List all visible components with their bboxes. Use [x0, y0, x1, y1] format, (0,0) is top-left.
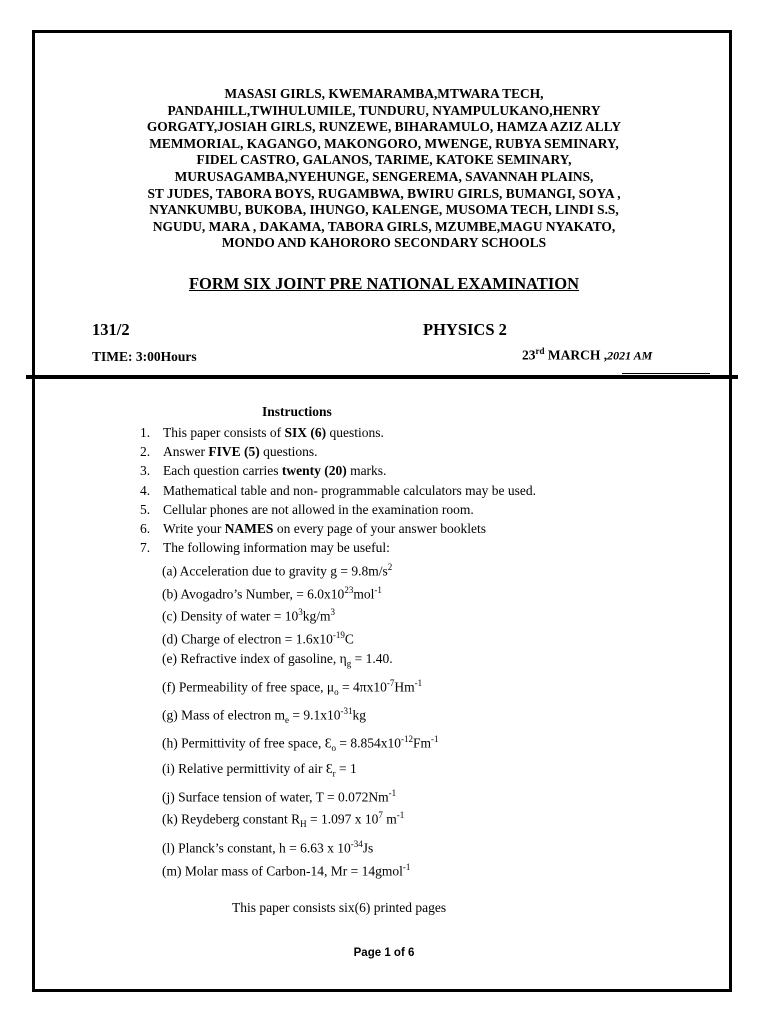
instruction-text: Each question carries — [163, 463, 282, 479]
constant-label: (c) — [162, 608, 177, 624]
constant-sup: 23 — [344, 584, 354, 595]
exam-time: TIME: 3:00Hours — [92, 349, 197, 364]
constant-item — [162, 730, 438, 758]
constant-text: Mass of electron m — [177, 707, 285, 723]
instruction-item — [140, 481, 536, 500]
constant-label: (k) — [162, 811, 178, 827]
constant-text: C — [344, 631, 354, 647]
instruction-bold: SIX (6) — [284, 425, 327, 440]
constant-item — [162, 626, 438, 649]
constant-text: = 1.40. — [351, 650, 393, 666]
constant-label: (l) — [162, 840, 175, 856]
constant-item — [162, 835, 438, 858]
constant-sup: -1 — [402, 861, 411, 872]
constant-label: (b) — [162, 586, 178, 602]
constant-item — [162, 759, 438, 784]
constant-text: = 1.097 x 10 — [306, 811, 379, 827]
schools-line: GORGATY,JOSIAH GIRLS, RUNZEWE, BIHARAMULO, HAMZA AZIZ ALLY — [146, 119, 622, 135]
paper-code: 131/2 — [92, 320, 130, 339]
constant-text: Surface tension of water, T = 0.072Nm — [174, 789, 389, 805]
constant-label: (f) — [162, 679, 176, 695]
constant-label: (i) — [162, 760, 175, 776]
useful-constants-list — [162, 558, 438, 880]
constant-text: = 9.1x10 — [288, 707, 341, 723]
instruction-text: Write your — [163, 521, 225, 537]
constant-sub: o — [334, 686, 339, 697]
exam-date — [522, 346, 652, 364]
instruction-number: 6. — [140, 521, 151, 537]
instruction-number: 7. — [140, 540, 151, 556]
constant-item — [162, 858, 438, 881]
schools-line: NGUDU, MARA , DAKAMA, TABORA GIRLS, MZUMBE,MAGU NYAKATO, — [152, 218, 616, 234]
constant-sup: -34 — [350, 838, 363, 849]
schools-line: MEMMORIAL, KAGANGO, MAKONGORO, MWENGE, RUBYA SEMINARY, — [149, 135, 619, 151]
constant-text: = 8.854x10 — [335, 735, 401, 751]
constant-text: Js — [362, 840, 374, 856]
constant-label: (d) — [162, 631, 178, 647]
constant-item — [162, 649, 438, 674]
date-suffix: rd — [535, 346, 545, 356]
constant-label: (a) — [162, 563, 177, 579]
date-month: MARCH , — [544, 347, 608, 363]
constant-sup: -31 — [340, 706, 353, 717]
constant-sup: -19 — [332, 630, 345, 641]
date-underline — [622, 373, 710, 374]
constant-sup: -12 — [400, 734, 413, 745]
constant-sub: e — [284, 715, 289, 726]
instruction-text: Cellular phones are not allowed in the examination room. — [163, 501, 474, 517]
constant-text: kg — [352, 707, 366, 723]
constant-text: Planck’s constant, h = 6.63 x 10 — [174, 840, 351, 856]
schools-line: MONDO AND KAHORORO SECONDARY SCHOOLS — [221, 235, 547, 251]
constant-text: Charge of electron = 1.6x10 — [177, 631, 333, 647]
instruction-item — [140, 423, 536, 442]
constant-sup: -1 — [396, 810, 405, 821]
constant-text: Refractive index of gasoline, η — [176, 650, 347, 666]
constant-text: Acceleration due to gravity g = 9.8m/s — [176, 563, 388, 579]
instructions-title: Instructions — [262, 404, 332, 419]
pages-note: This paper consists six(6) printed pages — [232, 900, 447, 915]
constant-text: Relative permittivity of air Ɛ — [174, 760, 333, 776]
constant-text: Molar mass of Carbon-14, Mr = 14gmol — [181, 863, 403, 879]
instruction-text: Mathematical table and non- programmable calculators may be used. — [163, 482, 536, 498]
schools-list — [60, 86, 708, 252]
constant-text: Permittivity of free space, Ɛ — [177, 735, 332, 751]
schools-line: PANDAHILL,TWIHULUMILE, TUNDURU, NYAMPULUKANO,HENRY — [167, 102, 601, 118]
instruction-number: 2. — [140, 444, 151, 460]
constant-sup: -1 — [414, 677, 423, 688]
instruction-item — [140, 461, 536, 480]
constant-sup: -1 — [388, 787, 397, 798]
schools-line: ST JUDES, TABORA BOYS, RUGAMBWA, BWIRU GIRLS, BUMANGI, SOYA , — [147, 185, 621, 201]
instruction-item — [140, 519, 536, 538]
subject-title: PHYSICS 2 — [423, 320, 507, 339]
instruction-text: Answer — [163, 444, 209, 460]
constant-text: Fm — [412, 735, 431, 751]
instruction-text: This paper consists of — [163, 425, 285, 440]
page-number: Page 1 of 6 — [353, 947, 415, 959]
constant-sup: 3 — [330, 607, 335, 618]
constant-item — [162, 806, 438, 834]
constant-sup: -7 — [386, 677, 395, 688]
constant-text: Hm — [394, 679, 415, 695]
constant-sub: r — [332, 768, 336, 779]
constant-label: (e) — [162, 650, 177, 666]
constant-sub: o — [331, 743, 336, 754]
instruction-bold: FIVE (5) — [208, 444, 260, 460]
constant-label: (m) — [162, 863, 182, 879]
constant-sup: -1 — [374, 584, 382, 595]
constant-text: = 4πx10 — [338, 679, 387, 695]
constant-label: (h) — [162, 735, 178, 751]
instruction-number: 1. — [140, 425, 151, 440]
instruction-bold: twenty (20) — [281, 463, 347, 479]
schools-line: MASASI GIRLS, KWEMARAMBA,MTWARA TECH, — [224, 86, 544, 101]
instruction-item — [140, 442, 536, 461]
constant-item — [162, 558, 438, 581]
constant-label: (g) — [162, 707, 178, 723]
constant-sup: 7 — [378, 810, 383, 821]
date-session: 2021 AM — [607, 348, 653, 363]
instructions-list — [140, 423, 536, 557]
constant-item — [162, 581, 438, 604]
constant-item — [162, 702, 438, 730]
date-day: 23 — [522, 347, 536, 363]
schools-line: NYANKUMBU, BUKOBA, IHUNGO, KALENGE, MUSOMA TECH, LINDI S.S, — [149, 202, 619, 218]
instruction-bold: NAMES — [224, 521, 274, 537]
header-divider — [26, 375, 738, 379]
constant-text: m — [382, 811, 397, 827]
constant-text: Density of water = 10 — [176, 608, 299, 624]
constant-text: = 1 — [335, 760, 357, 776]
constant-label: (j) — [162, 789, 175, 805]
constant-sup: 2 — [387, 562, 393, 572]
constant-text: mol — [353, 586, 375, 602]
instruction-text: questions. — [259, 444, 318, 460]
constant-sup: 3 — [298, 607, 303, 618]
constant-text: Avogadro’s Number, = 6.0x10 — [177, 586, 345, 602]
constant-sub: g — [346, 658, 352, 669]
instruction-number: 5. — [140, 501, 151, 517]
constant-text: kg/m — [302, 608, 331, 624]
constant-text: Reydeberg constant R — [177, 811, 301, 827]
instruction-item — [140, 500, 536, 519]
constant-sub: H — [300, 819, 307, 830]
constant-text: Permeability of free space, μ — [175, 679, 335, 695]
instruction-text: marks. — [346, 463, 387, 479]
schools-line: FIDEL CASTRO, GALANOS, TARIME, KATOKE SEMINARY, — [196, 152, 572, 168]
constant-item — [162, 784, 438, 807]
instruction-text: on every page of your answer booklets — [273, 521, 487, 537]
exam-title: FORM SIX JOINT PRE NATIONAL EXAMINATION — [188, 274, 580, 293]
instruction-text: The following information may be useful: — [163, 540, 390, 556]
constant-sup: -1 — [430, 734, 439, 745]
instruction-number: 3. — [140, 463, 151, 479]
instruction-number: 4. — [140, 482, 151, 498]
constant-item — [162, 603, 438, 626]
constant-item — [162, 674, 438, 702]
schools-line: MURUSAGAMBA,NYEHUNGE, SENGEREMA, SAVANNAH PLAINS, — [174, 168, 594, 184]
instruction-text: questions. — [326, 425, 384, 440]
instruction-item — [140, 538, 536, 557]
